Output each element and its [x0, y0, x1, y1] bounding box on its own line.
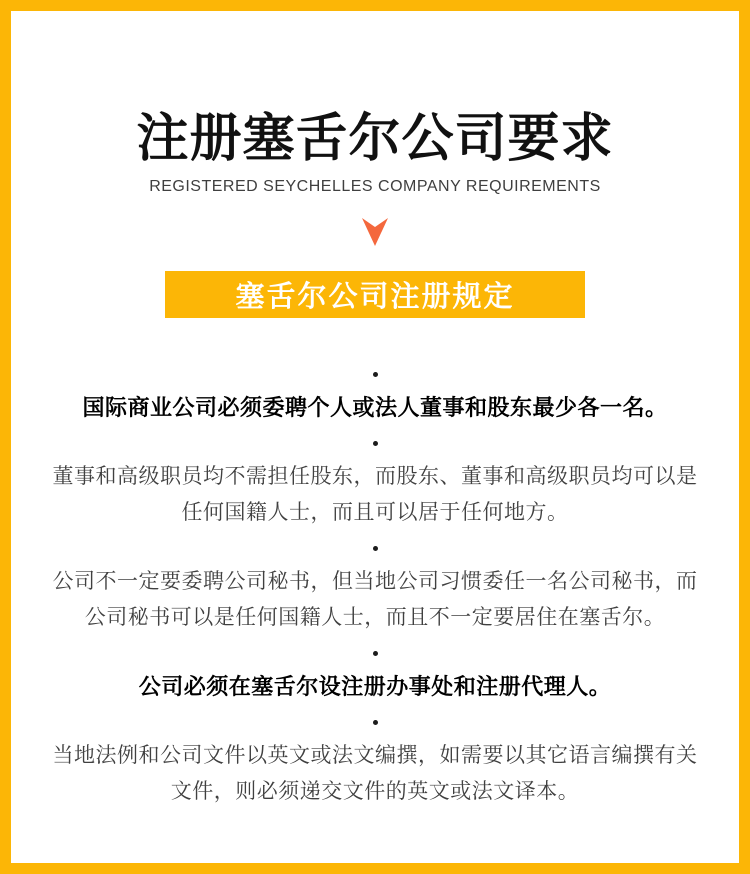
list-item: [43, 720, 707, 810]
rule-text: 董事和高级职员均不需担任股东，而股东、董事和高级职员均可以是任何国籍人士，而且可以居于任何地方。: [52, 464, 698, 524]
list-item: [43, 651, 707, 705]
page-subtitle: REGISTERED SEYCHELLES COMPANY REQUIREMENTS: [149, 177, 601, 195]
rules-list: [43, 372, 707, 810]
bullet-dot-icon: [373, 441, 378, 446]
list-item: [43, 441, 707, 531]
rule-text: 当地法例和公司文件以英文或法文编撰，如需要以其它语言编撰有关文件，则必须递交文件的英文或法文译本。: [52, 743, 698, 803]
bullet-dot-icon: [373, 651, 378, 656]
page-title: 注册塞舌尔公司要求: [136, 111, 614, 168]
section-divider: [11, 218, 739, 246]
bullet-dot-icon: [373, 372, 378, 377]
rule-text: 国际商业公司必须委聘个人或法人董事和股东最少各一名。: [82, 394, 668, 420]
page-header: [11, 113, 739, 196]
bullet-dot-icon: [373, 546, 378, 551]
list-item: [43, 372, 707, 426]
section-banner: [165, 271, 585, 318]
bullet-dot-icon: [373, 720, 378, 725]
rule-text: 公司必须在塞舌尔设注册办事处和注册代理人。: [138, 673, 612, 699]
rule-text: 公司不一定要委聘公司秘书，但当地公司习惯委任一名公司秘书，而公司秘书可以是任何国籍人士，而且不一定要居住在塞舌尔。: [52, 569, 698, 629]
list-item: [43, 546, 707, 636]
down-arrow-icon: [362, 218, 388, 246]
section-banner-label: 塞舌尔公司注册规定: [235, 280, 515, 313]
